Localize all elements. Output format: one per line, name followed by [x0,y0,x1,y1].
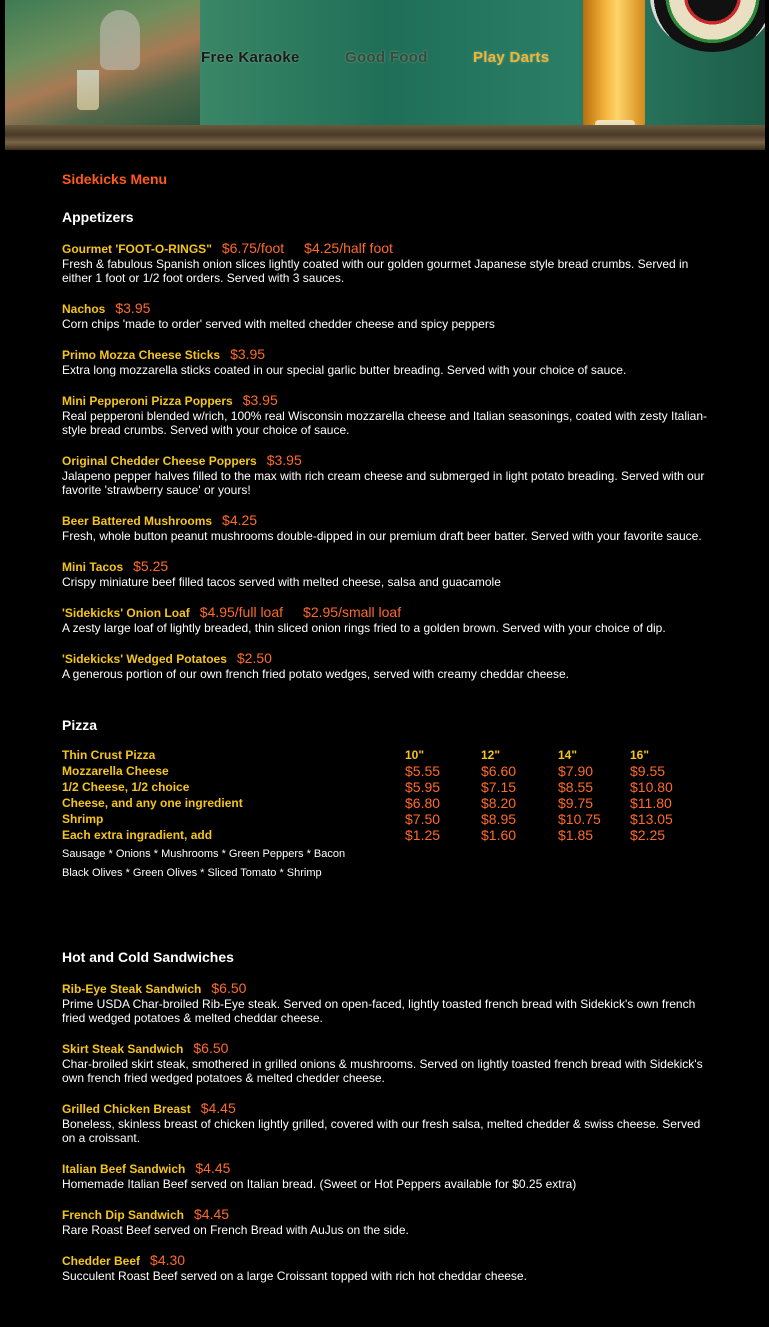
pizza-row-price: $7.50 [405,811,441,827]
pizza-row-price: $5.95 [405,779,441,795]
menu-item-header [62,452,712,469]
pizza-row [62,811,710,827]
menu-item [62,392,712,437]
menu-item-description: A zesty large loaf of lightly breaded, thin sliced onion rings fried to a golden brown. Served with your choice of dip. [62,621,666,635]
pizza-row-price: $8.20 [481,795,517,811]
menu-item-price: $5.25 [133,558,169,574]
nav-good-food[interactable]: Good Food [345,49,428,66]
pizza-size-16: 16" [630,748,650,762]
menu-item-header [62,1206,712,1223]
pizza-header-label: Thin Crust Pizza [62,748,156,762]
pizza-row-price: $11.80 [630,795,672,811]
menu-item-name: Rib-Eye Steak Sandwich [62,982,202,996]
menu-item-name: Gourmet 'FOOT-O-RINGS" [62,242,212,256]
nav-play-darts[interactable]: Play Darts [473,49,550,66]
pizza-row [62,795,710,811]
menu-item-price: $6.75/foot [221,240,285,256]
menu-item-price: $3.95 [266,452,302,468]
menu-item-price: $6.50 [193,1040,229,1056]
menu-item-description: Fresh, whole button peanut mushrooms double-dipped in our premium draft beer batter. Served with your favorite sauce. [62,529,702,543]
menu-item-header [62,980,712,997]
pizza-row-price: $6.60 [481,763,517,779]
menu-item-description: A generous portion of our own french fried potato wedges, served with creamy cheddar cheese. [62,667,569,681]
menu-item-price-alt: $4.25/half foot [304,240,393,256]
pizza-row-price: $2.25 [630,827,666,843]
pizza-rows [62,763,710,843]
section-title-sandwiches: Hot and Cold Sandwiches [62,949,234,965]
menu-item-description: Crispy miniature beef filled tacos served with melted cheese, salsa and guacamole [62,575,501,589]
menu-item-name: Mini Pepperoni Pizza Poppers [62,394,233,408]
pizza-toppings [62,845,712,883]
menu-item-name: Primo Mozza Cheese Sticks [62,348,221,362]
menu-item-description: Boneless, skinless breast of chicken lightly grilled, covered with our fresh salsa, melted chedder & swiss cheese. Served on a croissant. [62,1117,701,1145]
pizza-size-10: 10" [405,748,425,762]
menu-item-header [62,1100,712,1117]
menu-item [62,1100,712,1145]
beer-glass-image [583,0,645,136]
section-title-pizza: Pizza [62,717,98,733]
menu-item-price: $4.45 [195,1160,231,1176]
pizza-size-14: 14" [558,748,578,762]
menu-item-price: $4.25 [222,512,258,528]
toppings-line: Black Olives * Green Olives * Sliced Tomato * Shrimp [62,867,322,879]
pizza-header-row [62,747,710,763]
menu-item-description: Prime USDA Char-broiled Rib-Eye steak. Served on open-faced, lightly toasted french bread with Sidekick's own french fried wedged potatoes & melted cheddar cheese. [62,997,696,1025]
pizza-size-12: 12" [481,748,501,762]
menu-item-price: $3.95 [115,300,151,316]
menu-item-description: Homemade Italian Beef served on Italian bread. (Sweet or Hot Peppers available for $0.25 extra) [62,1177,577,1191]
menu-item [62,1252,712,1283]
menu-item-name: French Dip Sandwich [62,1208,185,1222]
menu-item-price: $4.95/full loaf [199,604,284,620]
pizza-row-price: $8.95 [481,811,517,827]
menu-item-description: Real pepperoni blended w/rich, 100% real Wisconsin mozzarella cheese and Italian seasonings, coated with zesty Italian-style bread crumbs. Served with your choice of sauce. [62,409,708,437]
pizza-row [62,779,710,795]
menu-item-description: Extra long mozzarella sticks coated in our special garlic butter breading. Served with your choice of sauce. [62,363,627,377]
menu-item-price: $2.50 [236,650,272,666]
pizza-row-price: $1.60 [481,827,517,843]
menu-item-name: Skirt Steak Sandwich [62,1042,184,1056]
menu-item-header [62,1040,712,1057]
menu-item-description: Succulent Roast Beef served on a large Croissant topped with rich hot cheddar cheese. [62,1269,527,1283]
menu-item-name: 'Sidekicks' Onion Loaf [62,606,190,620]
pizza-row-label: 1/2 Cheese, 1/2 choice [62,780,190,794]
menu-item-header [62,512,712,529]
nav-free-karaoke[interactable]: Free Karaoke [201,49,300,66]
menu-item [62,980,712,1025]
pizza-row-label: Each extra ingradient, add [62,828,213,842]
pizza-row-price: $5.55 [405,763,441,779]
menu-item [62,512,712,543]
menu-item-price: $4.30 [150,1252,186,1268]
menu-item-name: 'Sidekicks' Wedged Potatoes [62,652,227,666]
menu-item-name: Grilled Chicken Breast [62,1102,191,1116]
menu-item [62,1160,712,1191]
sandwich-list [62,980,712,1283]
menu-item-price: $3.95 [230,346,266,362]
appetizer-list [62,240,712,681]
pizza-price-table [62,747,710,843]
pizza-row-price: $1.85 [558,827,594,843]
menu-item [62,452,712,497]
section-title-appetizers: Appetizers [62,209,134,225]
menu-item-price: $3.95 [242,392,278,408]
pizza-row-label: Mozzarella Cheese [62,764,169,778]
menu-item-description: Jalapeno pepper halves filled to the max with rich cream cheese and submerged in light potato breading. Served with our favorite 'strawberry sauce' or yours! [62,469,705,497]
menu-item [62,558,712,589]
pizza-row-price: $10.80 [630,779,673,795]
menu-item-name: Original Chedder Cheese Poppers [62,454,257,468]
menu-item-price: $4.45 [194,1206,230,1222]
header-banner [5,0,765,150]
menu-item [62,1206,712,1237]
menu-item-description: Corn chips 'made to order' served with melted chedder cheese and spicy peppers [62,317,495,331]
pizza-row-label: Cheese, and any one ingredient [62,796,243,810]
pizza-row-price: $9.75 [558,795,594,811]
menu-item-name: Nachos [62,302,106,316]
pizza-row-price: $9.55 [630,763,666,779]
pizza-row-price: $7.90 [558,763,594,779]
bartender-image [5,0,200,125]
pizza-row-price: $10.75 [558,811,601,827]
toppings-line: Sausage * Onions * Mushrooms * Green Peppers * Bacon [62,848,346,860]
menu-item-price-alt: $2.95/small loaf [303,604,402,620]
menu-item-header [62,240,712,257]
menu-item-description: Rare Roast Beef served on French Bread with AuJus on the side. [62,1223,409,1237]
menu-item-description: Char-broiled skirt steak, smothered in grilled onions & mushrooms. Served on lightly toasted french bread with Sidekick's own french fried wedged potatoes & melted chedder cheese. [62,1057,703,1085]
page-title: Sidekicks Menu [62,171,168,187]
menu-item-price: $6.50 [211,980,247,996]
menu-item-description: Fresh & fabulous Spanish onion slices lightly coated with our golden gourmet Japanese style bread crumbs. Served in either 1 foot or 1/2 foot orders. Served with 3 sauces. [62,257,689,285]
bar-counter-image [5,125,765,150]
menu-item [62,1040,712,1085]
dartboard-image [650,0,765,52]
menu-content [62,160,712,1283]
menu-item-header [62,558,712,575]
menu-item-name: Italian Beef Sandwich [62,1162,186,1176]
pizza-row-price: $1.25 [405,827,441,843]
menu-item-name: Beer Battered Mushrooms [62,514,213,528]
menu-item-header [62,650,712,667]
menu-item-header [62,300,712,317]
pizza-row-label: Shrimp [62,812,104,826]
pizza-row [62,763,710,779]
pizza-row [62,827,710,843]
pizza-row-price: $7.15 [481,779,517,795]
menu-item-header [62,346,712,363]
menu-item-header [62,1252,712,1269]
menu-item-price: $4.45 [200,1100,236,1116]
menu-item [62,650,712,681]
pizza-row-price: $6.80 [405,795,441,811]
menu-item-name: Chedder Beef [62,1254,141,1268]
menu-item [62,240,712,285]
menu-item [62,604,712,635]
glass-image [77,70,99,110]
pizza-row-price: $13.05 [630,811,673,827]
menu-item-header [62,1160,712,1177]
menu-item-header [62,604,712,621]
menu-item-header [62,392,712,409]
shaker-image [100,10,140,70]
pizza-row-price: $8.55 [558,779,594,795]
menu-item [62,346,712,377]
menu-item-name: Mini Tacos [62,560,124,574]
menu-item [62,300,712,331]
